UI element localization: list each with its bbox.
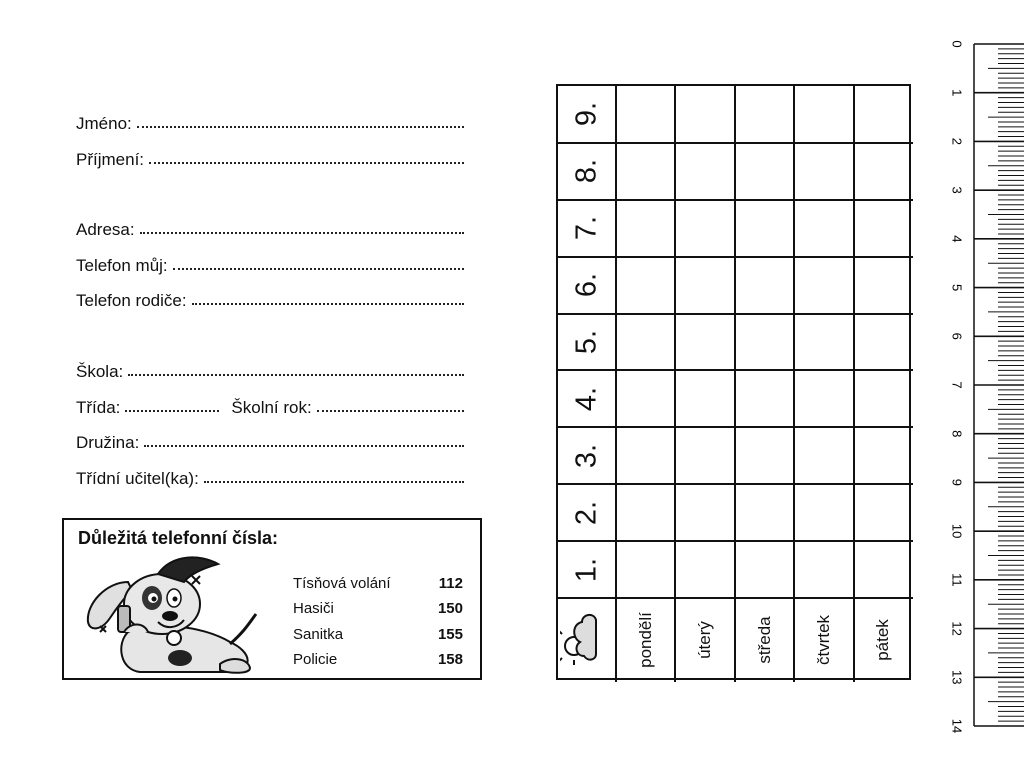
timetable-cell[interactable]: [617, 258, 674, 313]
timetable-cell[interactable]: [617, 371, 674, 426]
address-row: [76, 214, 464, 240]
school-label: Škola:: [76, 362, 124, 381]
day-label: čtvrtek: [813, 614, 833, 666]
ruler-label: 7: [949, 381, 965, 389]
school-year-field[interactable]: [317, 410, 464, 412]
teacher-row: [76, 463, 464, 489]
school-field[interactable]: [128, 374, 464, 376]
dog-phone-icon: [80, 552, 260, 676]
phone-entry: [293, 597, 463, 619]
after-school-field[interactable]: [144, 445, 464, 447]
phone-entry: [293, 572, 463, 594]
timetable-cell[interactable]: [676, 428, 733, 483]
address-label: Adresa:: [76, 220, 135, 239]
ruler-label: 2: [949, 137, 965, 146]
important-phones-box: [62, 518, 482, 680]
timetable-cell[interactable]: [676, 315, 733, 370]
phone-entry-number: 158: [437, 650, 463, 668]
after-school-label: Družina:: [76, 433, 140, 452]
my-phone-row: [76, 250, 464, 276]
timetable-cell[interactable]: [795, 542, 852, 597]
timetable-cell[interactable]: [795, 258, 852, 313]
timetable-cell[interactable]: [736, 87, 793, 142]
timetable-cell[interactable]: [736, 201, 793, 256]
timetable-cell[interactable]: [617, 144, 674, 199]
timetable-cell[interactable]: [855, 258, 912, 313]
phone-entry-label: Tísňová volání: [293, 574, 391, 592]
timetable-cell[interactable]: [617, 428, 674, 483]
day-label: pondělí: [635, 612, 655, 668]
ruler-label: 11: [949, 573, 965, 587]
sun-cloud-icon: [560, 602, 608, 674]
phone-entry-label: Sanitka: [293, 625, 344, 643]
class-field[interactable]: [125, 410, 219, 412]
phone-entry-label: Policie: [293, 650, 338, 668]
timetable-cell[interactable]: [617, 87, 674, 142]
ruler-label: 6: [949, 332, 965, 340]
timetable-cell[interactable]: [855, 87, 912, 142]
timetable-cell[interactable]: [795, 371, 852, 426]
timetable-cell[interactable]: [736, 371, 793, 426]
timetable-cell[interactable]: [855, 315, 912, 370]
school-year-label: Školní rok:: [231, 398, 312, 417]
timetable-cell[interactable]: [676, 258, 733, 313]
timetable-cell[interactable]: [617, 201, 674, 256]
surname-row: [76, 144, 464, 170]
name-row: [76, 108, 464, 134]
timetable-cell[interactable]: [736, 428, 793, 483]
timetable-cell[interactable]: [676, 201, 733, 256]
phone-entry-number: 155: [437, 625, 463, 643]
lesson-number: 3.: [570, 443, 603, 468]
timetable-cell[interactable]: [795, 315, 852, 370]
ruler: [938, 0, 1024, 768]
ruler-label: 1: [949, 89, 965, 97]
day-label: úterý: [695, 621, 715, 659]
class-row: [76, 392, 464, 418]
parent-phone-label: Telefon rodiče:: [76, 291, 187, 310]
timetable-cell[interactable]: [676, 485, 733, 540]
timetable-cell[interactable]: [795, 144, 852, 199]
class-label: Třída:: [76, 398, 121, 417]
day-label: středa: [754, 616, 774, 664]
ruler-label: 10: [949, 523, 965, 539]
my-phone-field[interactable]: [173, 268, 464, 270]
ruler-label: 0: [949, 40, 965, 48]
my-phone-label: Telefon můj:: [76, 256, 168, 275]
timetable-cell[interactable]: [795, 87, 852, 142]
timetable-cell[interactable]: [795, 201, 852, 256]
timetable-cell[interactable]: [855, 542, 912, 597]
phone-entry-label: Hasiči: [293, 599, 334, 617]
timetable-cell[interactable]: [855, 201, 912, 256]
timetable-cell[interactable]: [855, 485, 912, 540]
phone-entry: [293, 648, 463, 670]
phone-entry-number: 150: [437, 599, 463, 617]
timetable-cell[interactable]: [855, 371, 912, 426]
timetable-cell[interactable]: [795, 485, 852, 540]
timetable-cell[interactable]: [617, 315, 674, 370]
timetable-cell[interactable]: [855, 144, 912, 199]
lesson-number: 8.: [570, 159, 603, 184]
lesson-number: 1.: [570, 557, 603, 582]
name-label: Jméno:: [76, 114, 132, 133]
after-school-row: [76, 427, 464, 453]
phone-entry: [293, 623, 463, 645]
name-field[interactable]: [137, 126, 464, 128]
ruler-label: 3: [949, 186, 965, 194]
ruler-label: 4: [949, 235, 965, 243]
parent-phone-row: [76, 285, 464, 311]
timetable-cell[interactable]: [736, 542, 793, 597]
timetable-cell[interactable]: [676, 144, 733, 199]
ruler-label: 5: [949, 283, 965, 292]
timetable-cell[interactable]: [795, 428, 852, 483]
timetable-cell[interactable]: [676, 542, 733, 597]
ruler-label: 9: [949, 478, 965, 487]
lesson-number: 7.: [570, 216, 603, 241]
timetable-cell[interactable]: [617, 485, 674, 540]
timetable-cell[interactable]: [676, 371, 733, 426]
day-label: pátek: [873, 619, 893, 661]
timetable-cell[interactable]: [617, 542, 674, 597]
lesson-number: 6.: [570, 273, 603, 298]
surname-label: Příjmení:: [76, 150, 145, 169]
parent-phone-field[interactable]: [192, 303, 464, 305]
ruler-label: 14: [949, 718, 965, 734]
timetable-cell[interactable]: [736, 315, 793, 370]
lesson-number: 4.: [570, 386, 603, 411]
timetable-cell[interactable]: [736, 258, 793, 313]
timetable-cell[interactable]: [736, 144, 793, 199]
timetable-cell[interactable]: [676, 87, 733, 142]
phone-entry-number: 112: [438, 574, 463, 592]
address-field[interactable]: [140, 232, 464, 234]
teacher-label: Třídní učitel(ka):: [76, 469, 199, 488]
school-row: [76, 356, 464, 382]
timetable-cell[interactable]: [736, 485, 793, 540]
timetable-grid: [556, 84, 911, 680]
ruler-label: 8: [949, 430, 965, 438]
phones-title: Důležitá telefonní čísla:: [78, 528, 279, 548]
lesson-number: 9.: [570, 102, 603, 127]
surname-field[interactable]: [149, 162, 464, 164]
timetable-cell[interactable]: [855, 428, 912, 483]
ruler-label: 12: [949, 621, 965, 636]
teacher-field[interactable]: [204, 481, 464, 483]
lesson-number: 2.: [570, 500, 603, 525]
lesson-number: 5.: [570, 329, 603, 355]
ruler-label: 13: [949, 670, 965, 685]
